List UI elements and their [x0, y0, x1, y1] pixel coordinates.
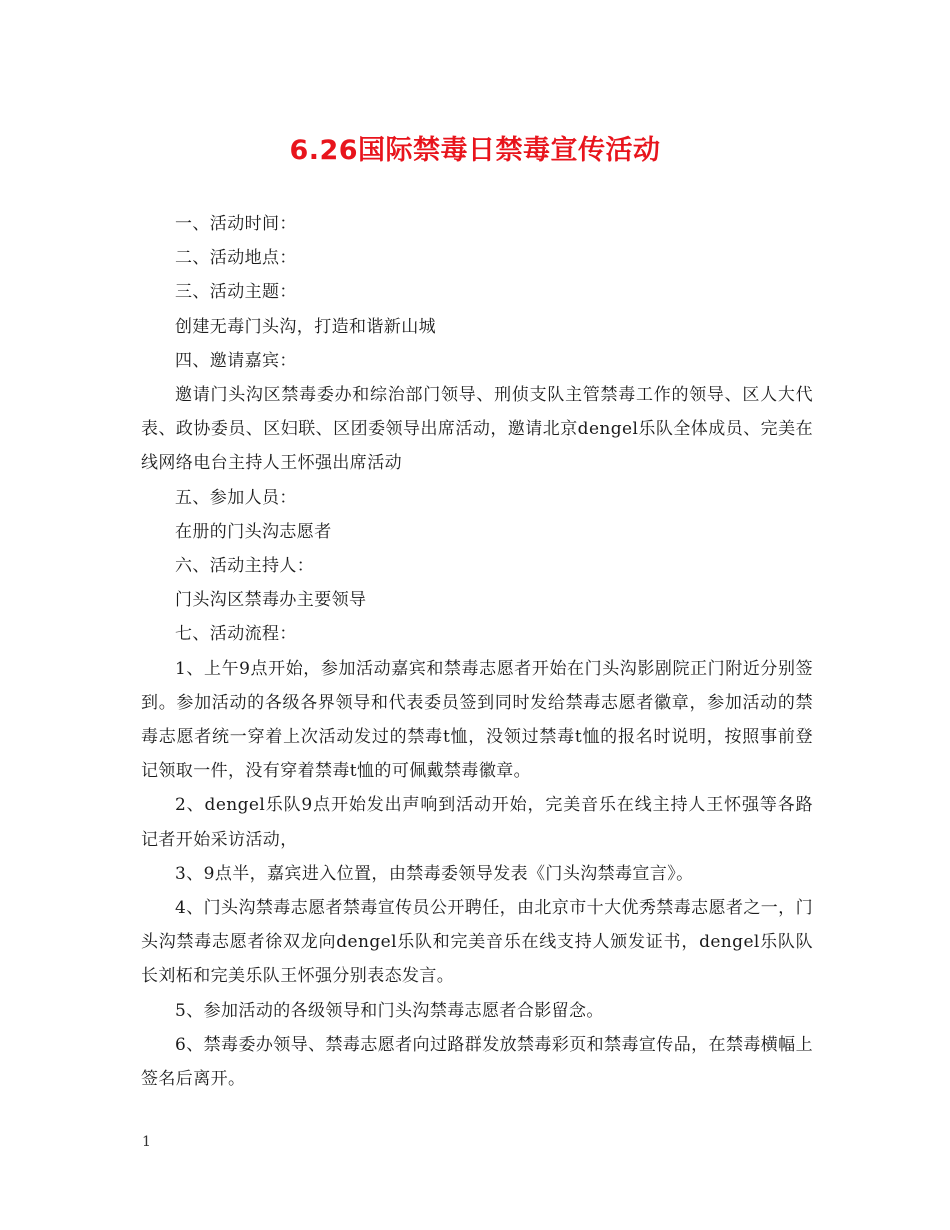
section-heading-time: 一、活动时间：	[175, 214, 297, 234]
document-body	[141, 207, 813, 1096]
process-step-3: 3、9点半，嘉宾进入位置，由禁毒委领导发表《门头沟禁毒宣言》。	[175, 863, 694, 884]
process-step-2: 2、dengel乐队9点开始发出声响到活动开始，完美音乐在线主持人王怀强等各路记者开始采访活动，	[141, 795, 813, 850]
section-heading-guests: 四、邀请嘉宾：	[175, 350, 297, 371]
section-heading-theme: 三、活动主题：	[175, 282, 297, 303]
process-step-4: 4、门头沟禁毒志愿者禁毒宣传员公开聘任，由北京市十大优秀禁毒志愿者之一，门头沟禁毒志愿者徐双龙向dengel乐队和完美音乐在线支持人颁发证书，dengel乐队队长刘柘和完美乐队王怀强分别表态发言。	[141, 898, 813, 987]
host-text: 门头沟区禁毒办主要领导	[175, 590, 367, 611]
participants-text: 在册的门头沟志愿者	[175, 521, 332, 542]
section-heading-host: 六、活动主持人：	[175, 556, 315, 577]
section-heading-participants: 五、参加人员：	[175, 487, 297, 508]
process-step-1: 1、上午9点开始，参加活动嘉宾和禁毒志愿者开始在门头沟影剧院正门附近分别签到。参加活动的各级各界领导和代表委员签到同时发给禁毒志愿者徽章，参加活动的禁毒志愿者统一穿着上次活动发过的禁毒t恤，没领过禁毒t恤的报名时说明，按照事前登记领取一件，没有穿着禁毒t恤的可佩戴禁毒徽章。	[141, 658, 813, 782]
document-title: 6.26国际禁毒日禁毒宣传活动	[289, 135, 661, 166]
page-number: 1	[142, 1134, 151, 1150]
process-step-5: 5、参加活动的各级领导和门头沟禁毒志愿者合影留念。	[175, 1000, 604, 1021]
theme-text: 创建无毒门头沟，打造和谐新山城	[175, 316, 436, 337]
section-heading-location: 二、活动地点：	[175, 248, 297, 269]
process-step-6: 6、禁毒委办领导、禁毒志愿者向过路群发放禁毒彩页和禁毒宣传品，在禁毒横幅上签名后离开。	[141, 1034, 813, 1090]
guests-text: 邀请门头沟区禁毒委办和综治部门领导、刑侦支队主管禁毒工作的领导、区人大代表、政协委员、区妇联、区团委领导出席活动，邀请北京dengel乐队全体成员、完美在线网络电台主持人王怀强出席活动	[141, 385, 813, 474]
section-heading-process: 七、活动流程：	[175, 624, 297, 645]
